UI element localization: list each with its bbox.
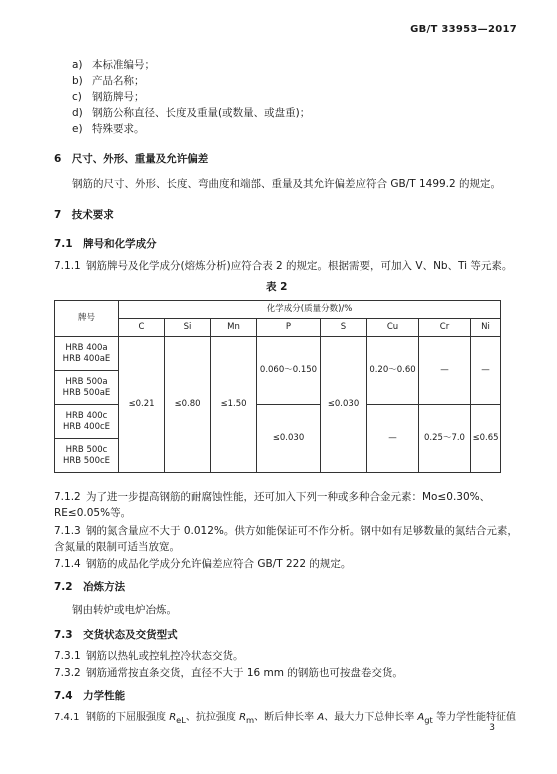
clause-number: 7.4.1 <box>54 712 80 723</box>
item-text: 钢筋公称直径、长度及重量(或数量、或盘重)； <box>92 107 311 119</box>
section-7-1-heading: 7.1 牌号和化学成分 <box>54 238 157 250</box>
element-header: Cr <box>419 319 471 337</box>
element-header: P <box>257 319 321 337</box>
item-label: b) <box>72 75 83 87</box>
section-7-3-heading: 7.3 交货状态及交货型式 <box>54 629 178 641</box>
element-header: Mn <box>211 319 257 337</box>
grade-cell <box>55 405 119 439</box>
grade-name: HRB 500a <box>65 376 108 387</box>
clause-7-1-3-cont: 含氮量的限制可适当放宽。 <box>54 541 180 553</box>
list-item <box>72 57 155 72</box>
clause-text: 、抗拉强度 <box>185 712 240 723</box>
p-value: 0.060～0.150 <box>257 337 321 405</box>
list-item <box>72 73 145 88</box>
grade-name: HRB 400cE <box>62 421 111 432</box>
clause-7-1-3 <box>54 523 518 538</box>
grade-name: HRB 500aE <box>62 387 111 398</box>
c-value: ≤0.21 <box>119 337 165 473</box>
grade-name: HRB 400a <box>65 342 108 353</box>
symbol: A <box>317 712 325 723</box>
item-label: d) <box>72 107 83 119</box>
subscript: m <box>246 715 255 725</box>
symbol: A <box>417 712 425 723</box>
subscript: gt <box>424 715 433 725</box>
grade-cell <box>55 337 119 371</box>
cr-value: 0.25～7.0 <box>419 405 471 473</box>
clause-text: 钢筋通常按直条交货，直径不大于 16 mm 的钢筋也可按盘卷交货。 <box>86 667 403 679</box>
element-header: C <box>119 319 165 337</box>
clause-text: 钢筋的下屈服强度 <box>86 712 170 723</box>
clause-7-1-2 <box>54 489 490 504</box>
grade-name: HRB 400aE <box>62 353 111 364</box>
clause-text: 等力学性能特征值 <box>432 712 516 723</box>
clause-text: 、最大力下总伸长率 <box>324 712 418 723</box>
cu-value: — <box>367 405 419 473</box>
item-text: 钢筋牌号； <box>92 91 145 103</box>
clause-number: 7.1.3 <box>54 525 81 537</box>
clause-text: 钢的氮含量应不大于 0.012%。供方如能保证可不作分析。钢中如有足够数量的氮结合元素， <box>86 525 518 537</box>
clause-text: 钢筋牌号及化学成分(熔炼分析)应符合表 2 的规定。根据需要，可加入 V、Nb、Ti 等元素。 <box>86 260 513 272</box>
item-text: 本标准编号； <box>92 59 155 71</box>
composition-header: 化学成分(质量分数)/% <box>119 301 501 319</box>
grade-header: 牌号 <box>55 301 119 337</box>
section-7-2-heading: 7.2 冶炼方法 <box>54 581 126 593</box>
mn-value: ≤1.50 <box>211 337 257 473</box>
clause-7-3-2 <box>54 665 403 680</box>
section-7-2-paragraph: 钢由转炉或电炉冶炼。 <box>72 604 177 616</box>
chemical-composition-table <box>54 300 501 473</box>
element-header: Ni <box>471 319 501 337</box>
list-item <box>72 121 145 136</box>
subscript: eL <box>176 715 186 725</box>
list-item <box>72 89 145 104</box>
element-header: S <box>321 319 367 337</box>
table-caption: 表 2 <box>266 281 288 293</box>
clause-7-1-1 <box>54 258 512 273</box>
element-header: Si <box>165 319 211 337</box>
item-text: 产品名称； <box>92 75 145 87</box>
cu-value: 0.20～0.60 <box>367 337 419 405</box>
page-number: 3 <box>489 723 495 733</box>
grade-name: HRB 400c <box>65 410 108 421</box>
item-label: e) <box>72 123 83 135</box>
grade-name: HRB 500cE <box>62 455 111 466</box>
item-label: a) <box>72 59 83 71</box>
element-header: Cu <box>367 319 419 337</box>
clause-number: 7.1.2 <box>54 491 81 503</box>
p-value: ≤0.030 <box>257 405 321 473</box>
section-6-heading: 6 尺寸、外形、重量及允许偏差 <box>54 153 209 165</box>
clause-7-3-1 <box>54 648 244 663</box>
clause-7-1-4 <box>54 556 351 571</box>
section-7-4-heading: 7.4 力学性能 <box>54 690 126 702</box>
list-item <box>72 105 310 120</box>
ni-value: — <box>471 337 501 405</box>
section-6-paragraph: 钢筋的尺寸、外形、长度、弯曲度和端部、重量及其允许偏差应符合 GB/T 1499.2 的规定。 <box>72 178 502 190</box>
symbol: R <box>239 712 247 723</box>
symbol: R <box>169 712 177 723</box>
standard-number: GB/T 33953—2017 <box>410 24 517 35</box>
grade-cell <box>55 371 119 405</box>
ni-value: ≤0.65 <box>471 405 501 473</box>
grade-name: HRB 500c <box>65 444 108 455</box>
clause-number: 7.1.1 <box>54 260 81 272</box>
clause-text: 、断后伸长率 <box>254 712 318 723</box>
clause-number: 7.3.2 <box>54 667 81 679</box>
clause-7-1-2-cont: RE≤0.05%等。 <box>54 507 132 519</box>
clause-7-4-1 <box>54 708 516 725</box>
s-value: ≤0.030 <box>321 337 367 473</box>
clause-text: 钢筋以热轧或控轧控冷状态交货。 <box>86 650 244 662</box>
clause-text: 钢筋的成品化学成分允许偏差应符合 GB/T 222 的规定。 <box>86 558 352 570</box>
grade-cell <box>55 439 119 473</box>
section-7-heading: 7 技术要求 <box>54 209 114 221</box>
item-label: c) <box>72 91 82 103</box>
clause-text: 为了进一步提高钢筋的耐腐蚀性能，还可加入下列一种或多种合金元素：Mo≤0.30%、 <box>86 491 491 503</box>
item-text: 特殊要求。 <box>92 123 145 135</box>
si-value: ≤0.80 <box>165 337 211 473</box>
cr-value: — <box>419 337 471 405</box>
clause-number: 7.1.4 <box>54 558 81 570</box>
clause-number: 7.3.1 <box>54 650 81 662</box>
